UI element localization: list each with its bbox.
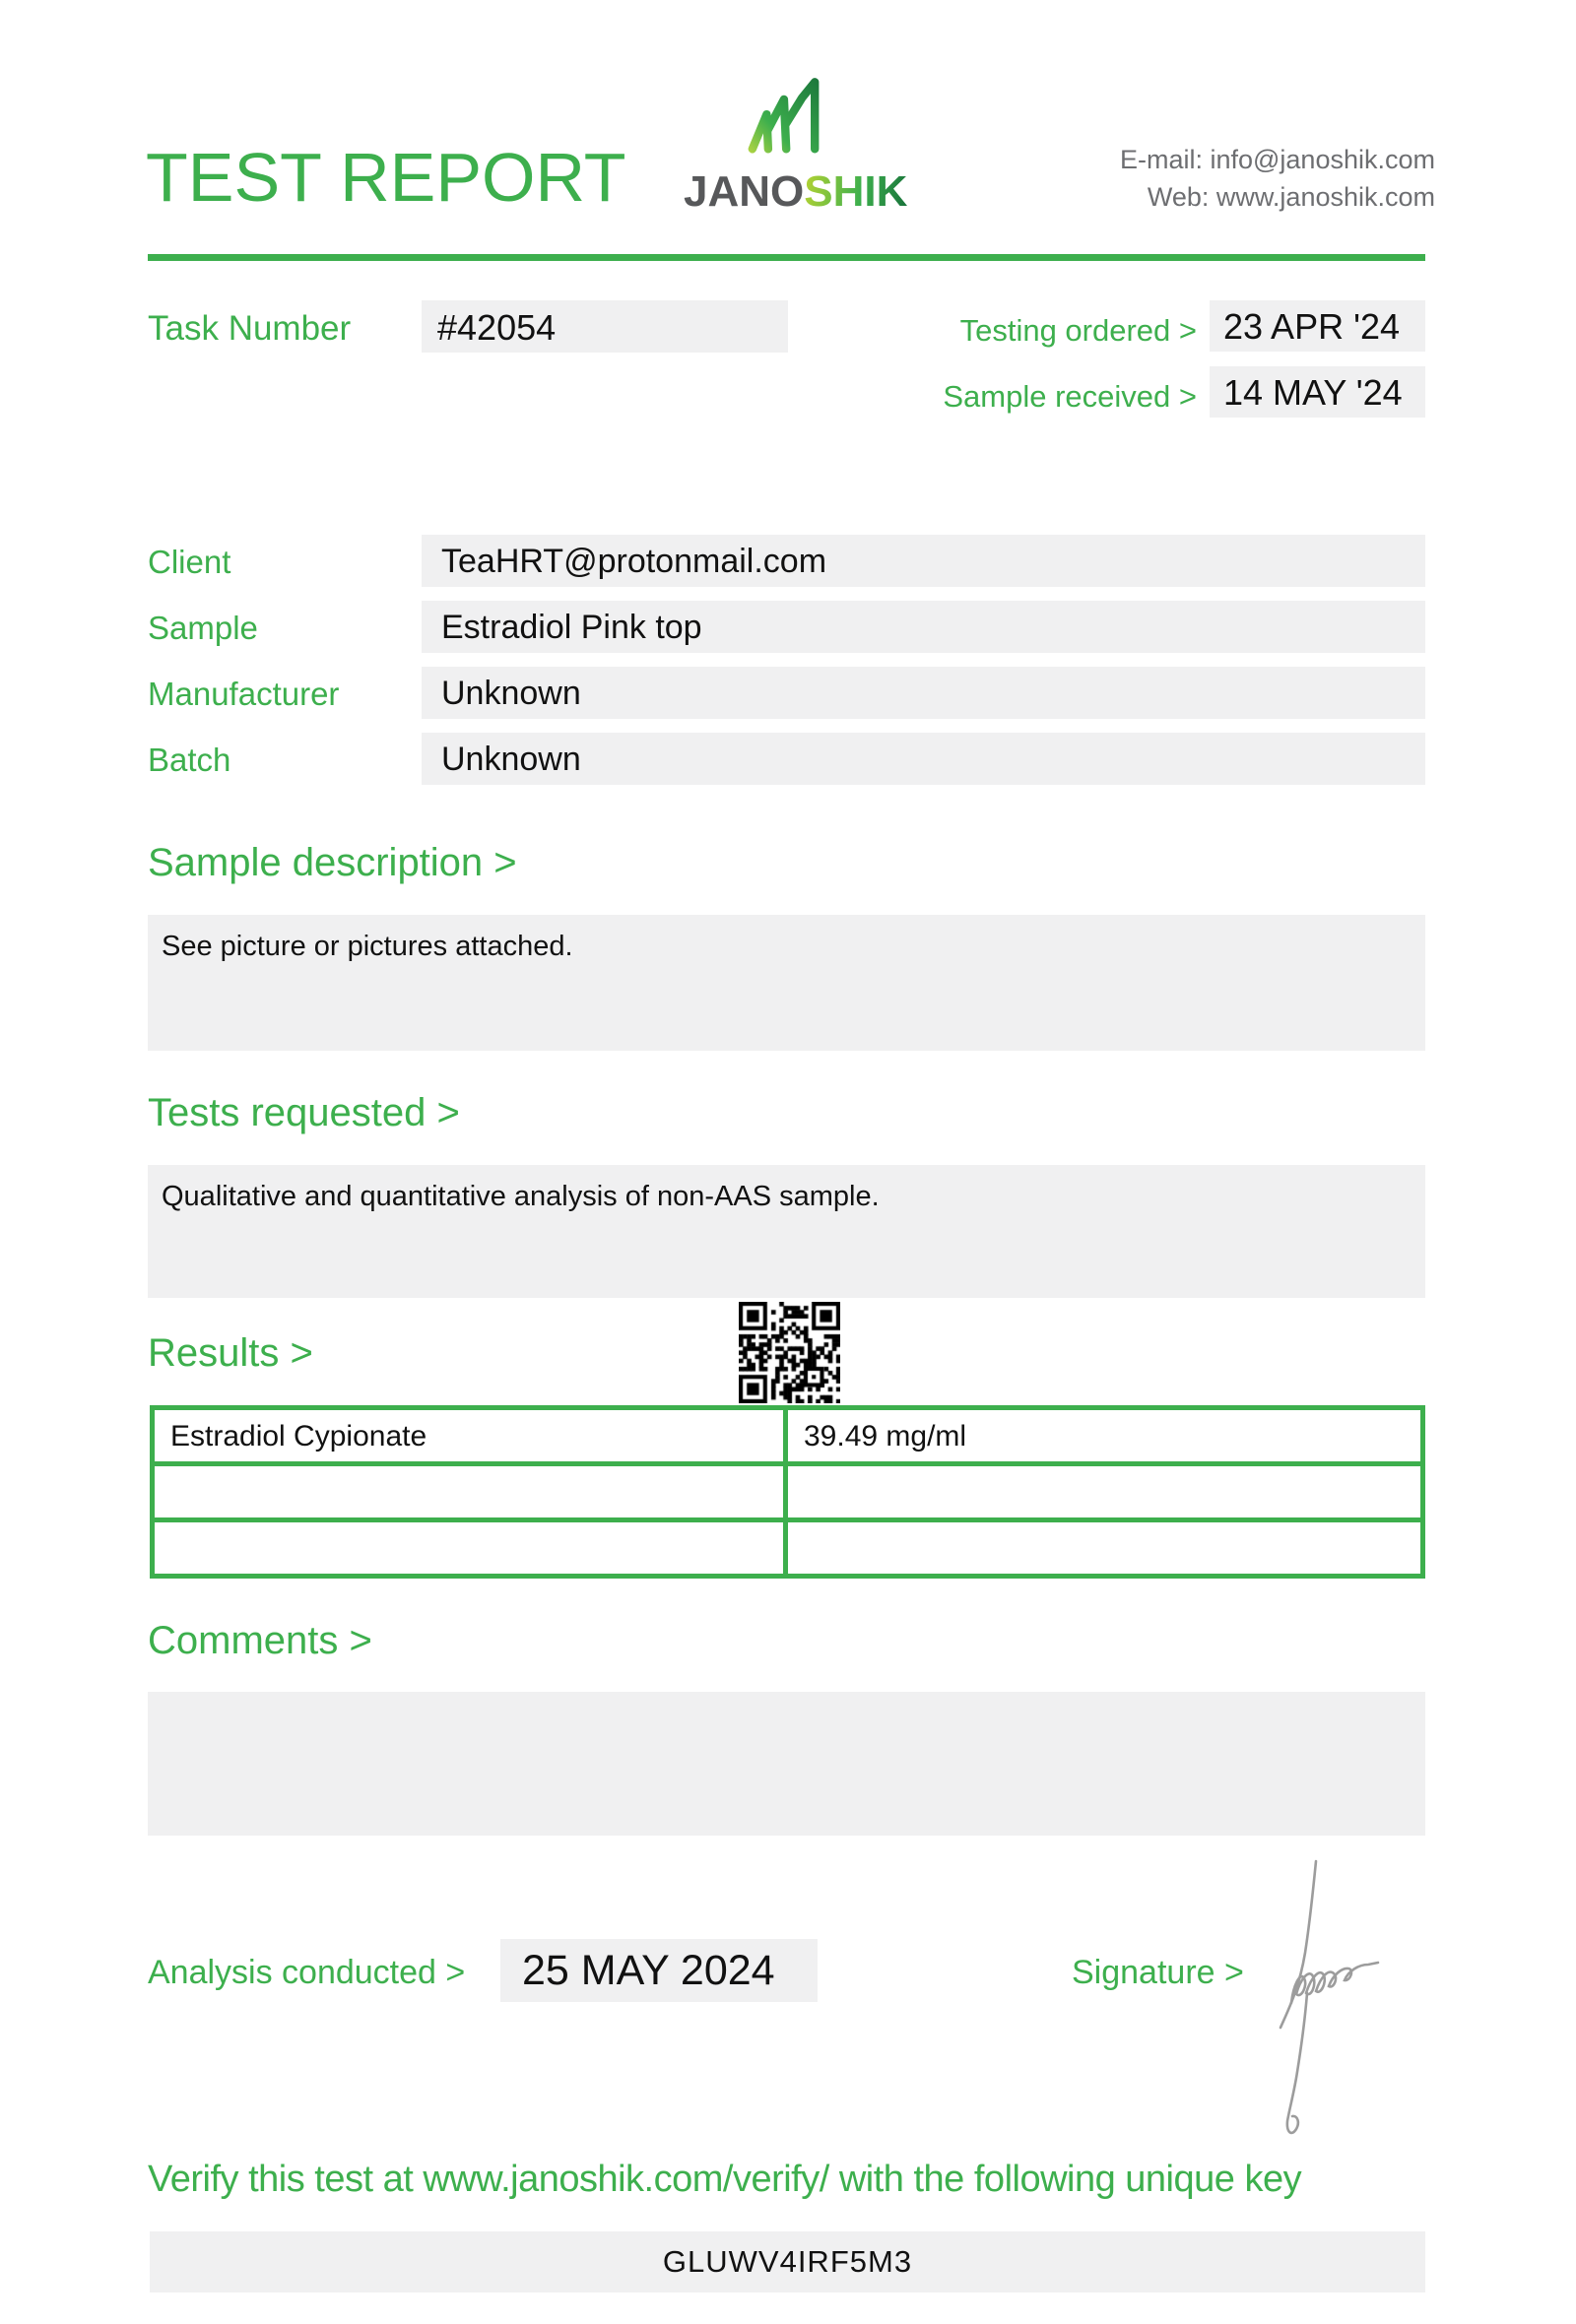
sample-received-label: Sample received > — [943, 379, 1197, 414]
header-divider — [148, 254, 1425, 261]
analysis-date-box — [500, 1939, 818, 2002]
field-label-manufacturer: Manufacturer — [148, 676, 340, 712]
verify-text: Verify this test at www.janoshik.com/verify/ with the following unique key — [148, 2159, 1302, 2200]
logo-text-shik: SHIK — [804, 167, 908, 216]
tests-requested-label: Tests requested > — [148, 1091, 460, 1134]
results-label: Results > — [148, 1331, 313, 1375]
analysis-date-value: 25 MAY 2024 — [522, 1947, 775, 1994]
sample-received-value: 14 MAY '24 — [1223, 372, 1403, 413]
testing-ordered-value: 23 APR '24 — [1223, 306, 1400, 347]
testing-ordered-value-box — [1210, 300, 1425, 352]
sample-description-box — [148, 915, 1425, 1051]
tests-requested-box — [148, 1165, 1425, 1298]
field-value-box-manufacturer — [422, 667, 1425, 719]
logo-chart-icon — [745, 77, 835, 164]
page-title: TEST REPORT — [146, 139, 626, 216]
sample-received-value-box — [1210, 366, 1425, 418]
results-table — [150, 1405, 1425, 1579]
result-substance-2 — [155, 1522, 783, 1574]
logo-wordmark — [684, 167, 906, 217]
field-label-sample: Sample — [148, 610, 258, 646]
verify-key-value: GLUWV4IRF5M3 — [662, 2244, 913, 2279]
task-number-label: Task Number — [148, 309, 352, 348]
result-value-1 — [788, 1466, 1420, 1517]
comments-label: Comments > — [148, 1619, 372, 1662]
result-substance-0: Estradiol Cypionate — [155, 1410, 783, 1461]
field-value-manufacturer: Unknown — [441, 675, 581, 712]
task-number-value: #42054 — [437, 307, 557, 348]
signature-label: Signature > — [1072, 1954, 1244, 1991]
field-value-batch: Unknown — [441, 741, 581, 778]
testing-ordered-label: Testing ordered > — [959, 313, 1197, 348]
logo-text-jano: JANO — [684, 167, 805, 216]
field-label-batch: Batch — [148, 742, 231, 778]
field-value-box-sample — [422, 601, 1425, 653]
analysis-conducted-label: Analysis conducted > — [148, 1954, 466, 1991]
verify-key-box — [150, 2231, 1425, 2292]
comments-box — [148, 1692, 1425, 1836]
task-number-value-box — [422, 300, 788, 353]
contact-web: Web: www.janoshik.com — [1147, 182, 1435, 212]
contact-info — [1120, 141, 1435, 216]
sample-description-text: See picture or pictures attached. — [162, 931, 573, 962]
qr-code — [739, 1302, 840, 1403]
contact-email: E-mail: info@janoshik.com — [1119, 145, 1435, 174]
comments-text — [148, 1692, 1425, 1708]
field-value-sample: Estradiol Pink top — [441, 609, 702, 646]
field-value-client: TeaHRT@protonmail.com — [441, 543, 827, 580]
result-substance-1 — [155, 1466, 783, 1517]
field-value-box-client — [422, 535, 1425, 587]
field-value-box-batch — [422, 733, 1425, 785]
sample-description-label: Sample description > — [148, 841, 517, 884]
tests-requested-text: Qualitative and quantitative analysis of non-AAS sample. — [162, 1181, 880, 1212]
signature-image — [1264, 1854, 1392, 2150]
field-label-client: Client — [148, 544, 231, 580]
result-value-2 — [788, 1522, 1420, 1574]
result-value-0: 39.49 mg/ml — [788, 1410, 1420, 1461]
